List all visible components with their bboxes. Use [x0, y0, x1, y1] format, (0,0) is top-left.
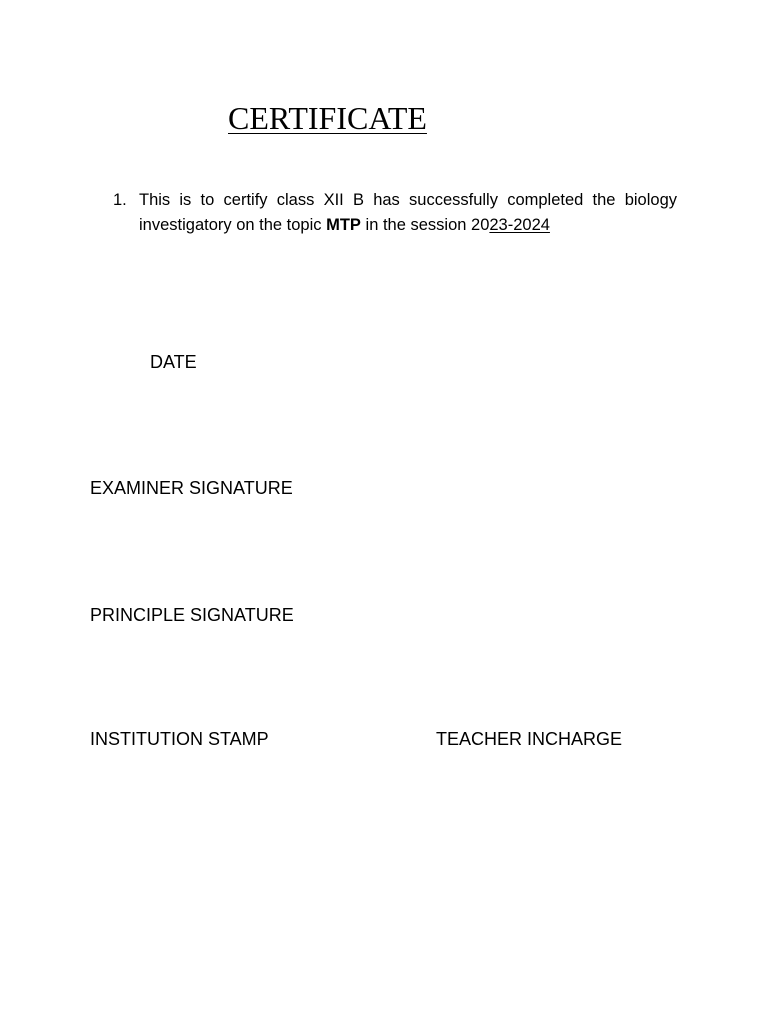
- certificate-title: CERTIFICATE: [228, 100, 427, 136]
- list-item-number: 1.: [113, 191, 127, 209]
- statement-session-prefix: in the session 20: [360, 216, 490, 234]
- statement-line-2-prefix: investigatory on the topic: [139, 216, 327, 234]
- teacher-incharge-label: TEACHER INCHARGE: [436, 729, 623, 749]
- institution-stamp-label: INSTITUTION STAMP: [90, 729, 269, 749]
- statement-line-1: This is to certify class XII B has successfully completed the biology: [139, 191, 677, 209]
- examiner-signature-label: EXAMINER SIGNATURE: [90, 478, 293, 498]
- topic-name: MTP: [326, 216, 361, 234]
- certificate-statement-list: [113, 188, 677, 238]
- session-years: 23-2024: [489, 216, 550, 234]
- statement-line-2: [139, 213, 677, 238]
- list-item: [113, 188, 677, 238]
- date-label: DATE: [150, 352, 197, 372]
- principle-signature-label: PRINCIPLE SIGNATURE: [90, 605, 294, 625]
